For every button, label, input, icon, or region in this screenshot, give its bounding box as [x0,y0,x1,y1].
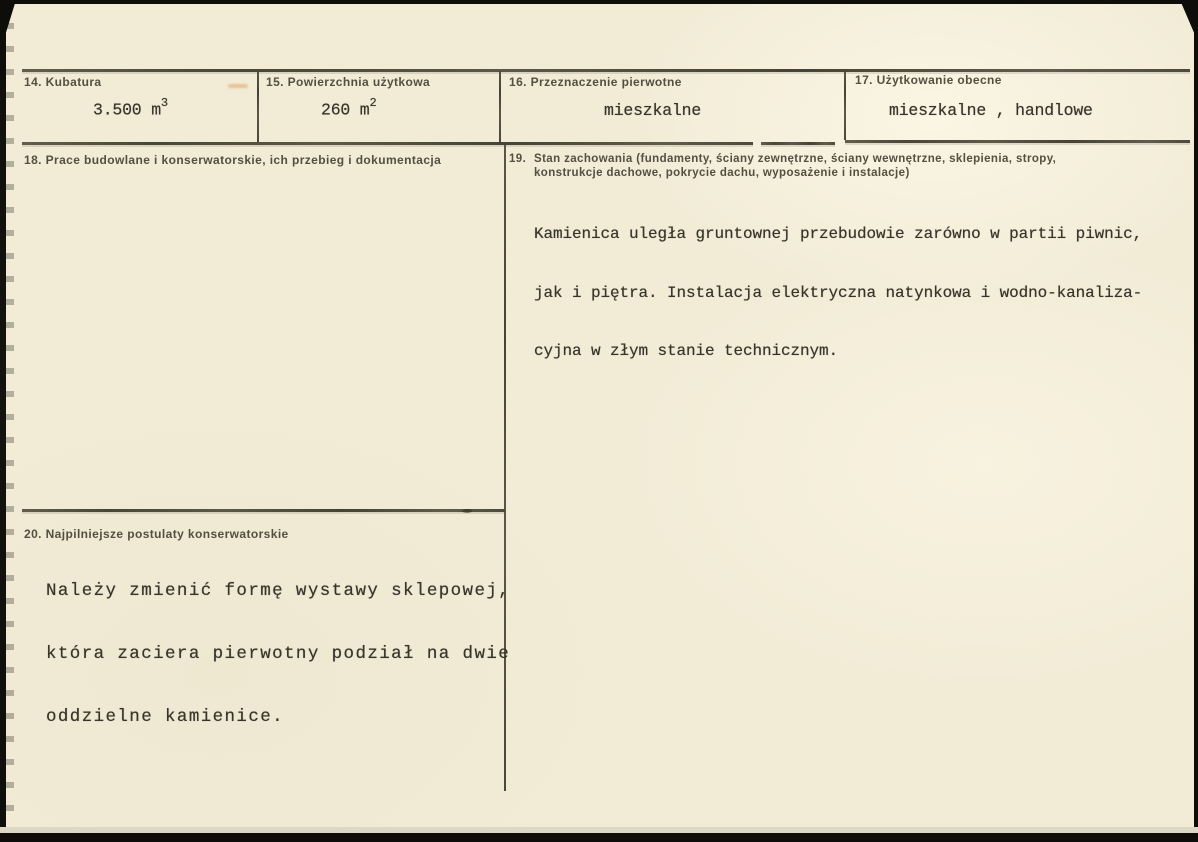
rule-field20-top [22,509,505,512]
field-19-label-line1: Stan zachowania (fundamenty, ściany zewnętrzne, ściany wewnętrzne, sklepienia, stropy, [534,153,1057,165]
divider-15-16 [499,71,501,142]
paper-torn-edge [6,0,14,842]
scan-smudge [228,84,248,88]
field-14-value-text: 3.500 m [93,100,161,120]
field-19-value-line3: cyjna w złym stanie technicznym. [534,342,839,360]
scan-edge-bottom [0,833,1198,842]
field-15-label: 15. Powierzchnia użytkowa [266,75,431,89]
field-14-value-sup: 3 [160,96,168,110]
field-20-label: 20. Najpilniejsze postulaty konserwatorskie [24,527,289,541]
field-19-value-line1: Kamienica uległa gruntownej przebudowie zarówno w partii piwnic, [534,225,1143,243]
rule-top [22,69,1190,72]
scan-corner-top-right [1180,0,1198,42]
scan-speck [462,509,472,513]
field-19-value [534,186,1142,401]
field-16-label: 16. Przeznaczenie pierwotne [509,75,682,89]
field-18-label: 18. Prace budowlane i konserwatorskie, ich przebieg i dokumentacja [24,153,442,167]
divider-14-15 [257,71,259,142]
rule-row1-bottom-c [845,140,1190,143]
field-19-label-line2: konstrukcje dachowe, pokrycie dachu, wyposażenie i instalacje) [534,167,910,179]
divider-16-17 [844,71,846,140]
scan-edge-top [0,0,1198,4]
field-15-value [321,98,377,120]
field-19-number: 19. [509,153,527,165]
rule-row1-bottom-a [22,142,753,145]
field-16-value: mieszkalne [604,101,702,120]
field-20-value-line1: Należy zmienić formę wystawy sklepowej, [46,581,511,601]
field-17-label: 17. Użytkowanie obecne [855,73,1002,87]
field-14-label: 14. Kubatura [24,75,102,89]
field-20-value [46,539,510,770]
field-15-value-text: 260 m [321,100,370,120]
field-14-value [93,98,168,120]
field-17-value: mieszkalne , handlowe [889,101,1093,120]
scan-edge-right [1194,0,1198,842]
field-20-value-line3: oddzielne kamienice. [46,707,285,727]
rule-row1-bottom-b [761,142,835,145]
field-19-value-line2: jak i piętra. Instalacja elektryczna natynkowa i wodno-kanaliza- [534,283,1143,302]
field-15-value-sup: 2 [369,96,377,110]
field-20-value-line2: która zaciera pierwotny podział na dwie [46,644,511,664]
